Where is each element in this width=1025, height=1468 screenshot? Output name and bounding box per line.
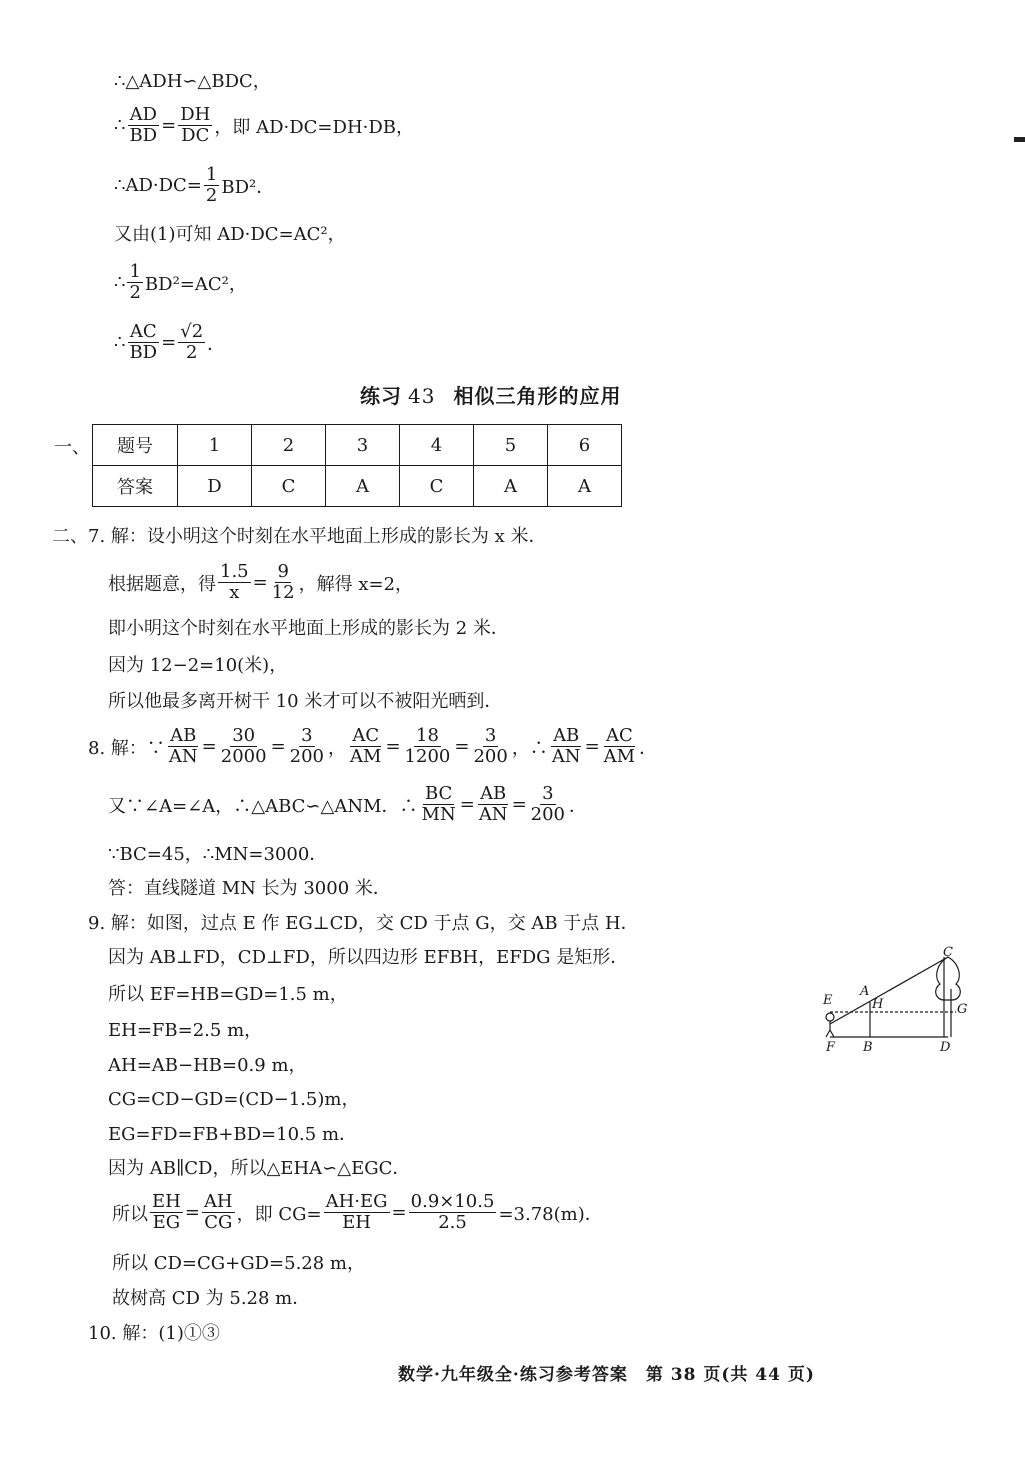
- q8-line-3: ∵BC=45，∴MN=3000．: [108, 844, 328, 865]
- page-footer: 数学·九年级全·练习参考答案 第 38 页(共 44 页): [398, 1365, 815, 1385]
- proof-line-6: ∴ $\frac{AC}{BD}$ = $\frac{√2}{2}$ ．: [114, 321, 226, 363]
- table-cell: A: [474, 466, 548, 507]
- q9-line-9: 所以 $\frac{EH}{EG}$ = $\frac{AH}{CG}$ ，即 CG= $\frac{AH\cdot EG}{EH}$ = $\frac{0.9\times 10.5}{2.5}$ =3.78(m)．: [112, 1191, 603, 1233]
- table-header-cell: 题号: [93, 425, 178, 466]
- fraction: $\frac{18}{1200}$: [404, 725, 451, 767]
- fraction: $\frac{√2}{2}$: [180, 321, 204, 363]
- table-cell: A: [326, 466, 400, 507]
- table-cell: D: [178, 466, 252, 507]
- proof-line-1: ∴△ADH∽△BDC，: [114, 71, 271, 92]
- q9-line-2: 因为 AB⊥FD，CD⊥FD，所以四边形 EFBH，EFDG 是矩形．: [108, 947, 629, 968]
- q9-line-5: AH=AB−HB=0.9 m，: [108, 1055, 307, 1076]
- label-g: G: [957, 1002, 968, 1017]
- table-cell: 1: [178, 425, 252, 466]
- geometry-figure: [818, 944, 978, 1054]
- fraction: $\frac{0.9\times 10.5}{2.5}$: [410, 1191, 495, 1233]
- fraction: $\frac{AB}{AN}$: [478, 783, 508, 825]
- section-heading: 练习 43 相似三角形的应用: [360, 384, 622, 408]
- q7-line-3: 即小明这个时刻在水平地面上形成的影长为 2 米．: [108, 618, 509, 639]
- q9-line-6: CG=CD−GD=(CD−1.5)m，: [108, 1089, 360, 1110]
- table-header-cell: 答案: [93, 466, 178, 507]
- q9-line-1: 9. 解：如图，过点 E 作 EG⊥CD，交 CD 于点 G，交 AB 于点 H．: [88, 913, 639, 934]
- fraction: $\frac{3}{200}$: [530, 783, 566, 825]
- person-head: [826, 1013, 834, 1021]
- table-cell: A: [548, 466, 622, 507]
- q10-line-1: 10. 解：(1)①③: [88, 1323, 220, 1344]
- label-f: F: [826, 1040, 836, 1054]
- q8-line-4: 答：直线隧道 MN 长为 3000 米．: [108, 878, 391, 899]
- fraction: $\frac{30}{2000}$: [220, 725, 267, 767]
- proof-line-3: ∴AD·DC= $\frac{1}{2}$ BD²．: [114, 164, 275, 206]
- label-d: D: [940, 1040, 951, 1054]
- q8-line-2: 又∵∠A=∠A，∴△ABC∽△ANM．∴ $\frac{BC}{MN}$ = $\frac{AB}{AN}$ = $\frac{3}{200}$ ．: [108, 783, 588, 825]
- table-cell: C: [252, 466, 326, 507]
- table-cell: 5: [474, 425, 548, 466]
- label-c: C: [943, 945, 953, 960]
- table-cell: 3: [326, 425, 400, 466]
- table-cell: 4: [400, 425, 474, 466]
- label-e: E: [823, 993, 833, 1008]
- fraction: $\frac{1}{2}$: [205, 164, 218, 206]
- q7-line-5: 所以他最多离开树干 10 米才可以不被阳光晒到．: [108, 691, 503, 712]
- fraction: $\frac{AC}{BD}$: [129, 321, 158, 363]
- answer-table: [92, 424, 622, 507]
- q9-line-10: 所以 CD=CG+GD=5.28 m，: [112, 1253, 366, 1274]
- q9-line-7: EG=FD=FB+BD=10.5 m．: [108, 1124, 358, 1145]
- q9-line-3: 所以 EF=HB=GD=1.5 m，: [108, 984, 348, 1005]
- fraction: $\frac{AD}{BD}$: [129, 104, 158, 146]
- q7-line-1: 二、7. 解：设小明这个时刻在水平地面上形成的影长为 x 米．: [52, 526, 547, 547]
- fraction: $\frac{DH}{DC}$: [180, 104, 211, 146]
- fraction: $\frac{1}{2}$: [129, 261, 141, 303]
- fraction: $\frac{3}{200}$: [289, 725, 325, 767]
- proof-line-2: ∴ $\frac{AD}{BD}$ = $\frac{DH}{DC}$ ，即 AD·DC=DH·DB，: [114, 104, 415, 146]
- table-row: [93, 425, 622, 466]
- q8-line-1: 8. 解：∵ $\frac{AB}{AN}$ = $\frac{30}{2000}$ = $\frac{3}{200}$ ， $\frac{AC}{AM}$ = $\frac{18}{1200}$ = $\frac{3}{200}$ ，∴ $\frac{AB}{AN}$ = $\frac{AC}{AM}$ ．: [88, 725, 658, 767]
- fraction: $\frac{BC}{MN}$: [421, 783, 456, 825]
- label-h: H: [872, 997, 884, 1012]
- fraction: $\frac{AB}{AN}$: [551, 725, 581, 767]
- fraction: $\frac{9}{12}$: [271, 561, 295, 603]
- fraction: $\frac{3}{200}$: [473, 725, 508, 767]
- fraction: $\frac{AB}{AN}$: [168, 725, 198, 767]
- table-cell: 6: [548, 425, 622, 466]
- person-leg-right: [830, 1030, 834, 1037]
- fraction: $\frac{1.5}{x}$: [220, 561, 249, 603]
- fraction: $\frac{AC}{AM}$: [350, 725, 382, 767]
- q9-line-11: 故树高 CD 为 5.28 m．: [112, 1288, 311, 1309]
- fraction: $\frac{AH}{CG}$: [203, 1191, 233, 1233]
- q7-line-2: 根据题意，得 $\frac{1.5}{x}$ = $\frac{9}{12}$ ，解得 x=2，: [108, 561, 414, 603]
- person-leg-left: [826, 1030, 830, 1037]
- proof-line-5: ∴ $\frac{1}{2}$ BD²=AC²，: [114, 261, 247, 303]
- label-a: A: [860, 984, 870, 999]
- part-one-label: 一、: [54, 437, 90, 458]
- q9-line-8: 因为 AB∥CD，所以△EHA∽△EGC．: [108, 1158, 411, 1179]
- fraction: $\frac{EH}{EG}$: [152, 1191, 181, 1233]
- sight-line: [830, 957, 948, 1024]
- table-row: [93, 466, 622, 507]
- fraction: $\frac{AH\cdot EG}{EH}$: [325, 1191, 388, 1233]
- table-cell: C: [400, 466, 474, 507]
- fraction: $\frac{AC}{AM}$: [603, 725, 636, 767]
- label-b: B: [863, 1040, 873, 1054]
- tree-crown: [936, 957, 961, 1000]
- edge-mark: [1014, 137, 1025, 142]
- table-cell: 2: [252, 425, 326, 466]
- q7-line-4: 因为 12−2=10(米)，: [108, 655, 288, 676]
- proof-line-4: 又由(1)可知 AD·DC=AC²，: [114, 224, 346, 245]
- q9-line-4: EH=FB=2.5 m，: [108, 1020, 263, 1041]
